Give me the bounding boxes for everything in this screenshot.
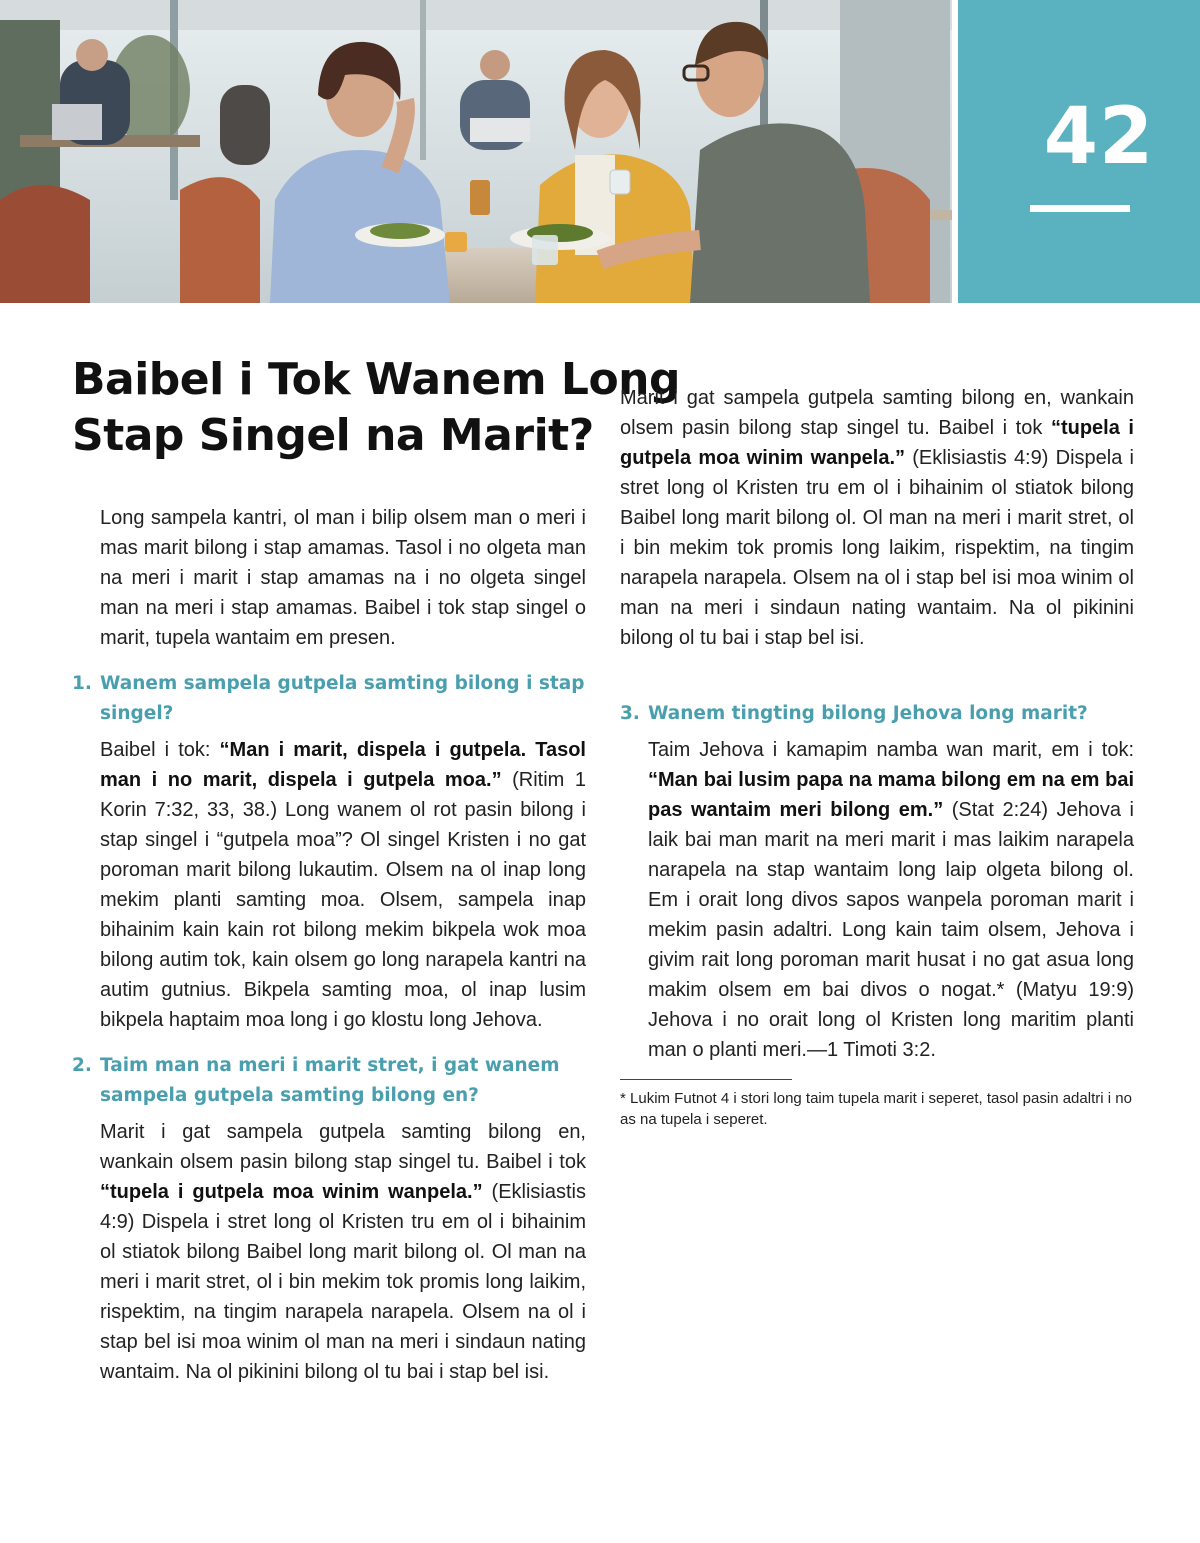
header-photo	[0, 0, 952, 303]
answer-2-left-clip	[72, 1117, 586, 1383]
left-column	[72, 503, 586, 1383]
answer-1-body: (Ritim 1 Korin 7:32, 33, 38.) Long wanem ol rot pasin bilong i stap singel i “gutpela moa”? Ol singel Kristen i no gat poroman marit bilong lukautim. Olsem na ol inap long mekim planti samting moa. Olsem, sampela inap bihainim kain kain rot bilong mekim bikpela wok moa bilong autim tok, kain olsem go long narapela kantri na autim gutnius. Bikpela samting moa, ol inap lusim bikpela haptaim moa long i go klostu long Jehova.	[100, 769, 586, 1031]
question-2-heading	[72, 1051, 586, 1111]
answer-1-intro: Baibel i tok:	[100, 739, 220, 761]
footnote-divider	[620, 1079, 792, 1080]
question-3-number: 3.	[620, 703, 640, 724]
question-3-heading	[620, 699, 1134, 729]
question-1-number: 1.	[72, 673, 92, 694]
answer-3-quote: “Man bai lusim papa na mama bilong em na em bai pas wantaim meri bilong em.”	[648, 769, 1134, 821]
title-line-2: Stap Singel na Marit?	[72, 410, 594, 461]
answer-2-paragraph-part-1: Marit i gat sampela gutpela samting bilong en, wankain olsem pasin bilong stap singel tu. Baibel i tok “tupela i gutpela moa winim wanpela.” (Eklisiastis 4:9) Dispela i stret long ol Kristen tru em ol i bihainim ol stiatok bilong Baibel long marit bilong ol. Ol man na meri i marit stret, ol i bin mekim tok promis long laikim, rispektim, na tingim narapela narapela. Olsem na ol i stap bel isi moa winim ol man na meri i sindaun nating wantaim. Na ol pikinini bilong ol tu bai i stap bel isi.	[100, 1121, 586, 1383]
question-1-text: Wanem sampela gutpela samting bilong i stap singel?	[100, 673, 585, 724]
question-1-heading	[72, 669, 586, 729]
title-line-1: Baibel i Tok Wanem Long	[72, 354, 681, 405]
footnote: * Lukim Futnot 4 i stori long taim tupela marit i seperet, tasol pasin adaltri i no as na tupela i seperet.	[620, 1090, 1132, 1128]
answer-1-paragraph	[72, 735, 586, 1035]
cafe-photo-illustration	[0, 0, 952, 303]
right-column	[620, 387, 1134, 1130]
intro-paragraph: Long sampela kantri, ol man i bilip olsem man o meri i mas marit bilong i stap amamas. Tasol i no olgeta man na meri i marit i stap amamas na i no olgeta singel man na meri i stap amamas. Baibel i tok stap singel o marit, tupela wantaim em presen.	[100, 507, 586, 649]
lesson-number-box	[958, 0, 1200, 303]
answer-1-quote: “Man i marit, dispela i gutpela. Tasol man i no marit, dispela i gutpela moa.”	[100, 739, 586, 791]
lesson-number: 42	[1043, 92, 1155, 182]
answer-2-quote: “tupela i gutpela moa winim wanpela.”	[100, 1181, 483, 1203]
answer-3-paragraph: Taim Jehova i kamapim namba wan marit, em i tok: “Man bai lusim papa na mama bilong em na em bai pas wantaim meri bilong em.” (Stat 2:24) Jehova i laik bai man marit na meri marit i mas laikim narapela narapela na stap wantaim long laip olgeta bilong ol. Em i orait long divos sapos wanpela poroman marit i mekim pasin adaltri. Long kain taim olsem, Jehova i givim rait long poroman marit husat i no gat asua long makim olsem em bai divos o nogat.* (Matyu 19:9) Jehova i no orait long ol Kristen long maritim planti man o planti meri.—1 Timoti 3:2.	[648, 739, 1134, 1061]
question-2-number: 2.	[72, 1055, 92, 1076]
lesson-number-underline	[1030, 205, 1130, 212]
question-2-text: Taim man na meri i marit stret, i gat wanem sampela gutpela samting bilong en?	[100, 1055, 560, 1106]
answer-2-right-clip	[620, 387, 1134, 683]
question-3-text: Wanem tingting bilong Jehova long marit?	[648, 703, 1088, 724]
answer-2-paragraph-part-2: Marit i gat sampela gutpela samting bilong en, wankain olsem pasin bilong stap singel tu. Baibel i tok “tupela i gutpela moa winim wanpela.” (Eklisiastis 4:9) Dispela i stret long ol Kristen tru em ol i bihainim ol stiatok bilong Baibel long marit bilong ol. Ol man na meri i marit stret, ol i bin mekim tok promis long laikim, rispektim, na tingim narapela narapela. Olsem na ol i stap bel isi moa winim ol man na meri i sindaun nating wantaim. Na ol pikinini bilong ol tu bai i stap bel isi.	[620, 387, 1134, 649]
answer-2-quote: “tupela i gutpela moa winim wanpela.”	[620, 417, 1134, 469]
